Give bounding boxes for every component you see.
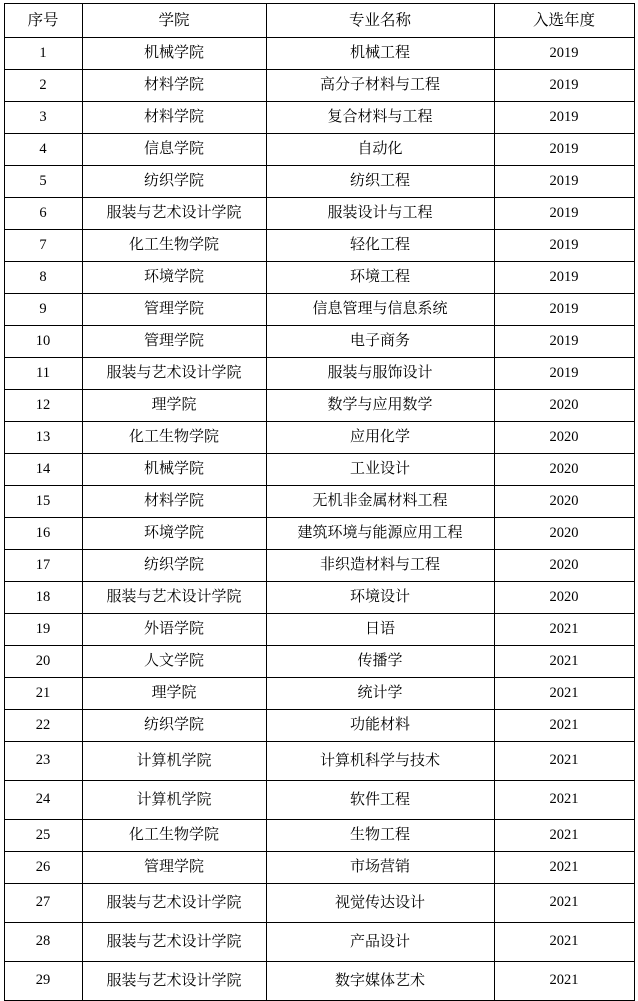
cell-college: 化工生物学院 [82,230,266,262]
cell-year: 2019 [494,326,634,358]
majors-table [4,3,635,1001]
cell-index: 13 [4,422,82,454]
cell-major: 建筑环境与能源应用工程 [266,518,494,550]
cell-year: 2019 [494,262,634,294]
cell-index: 20 [4,646,82,678]
cell-index: 15 [4,486,82,518]
cell-year: 2020 [494,454,634,486]
cell-major: 视觉传达设计 [266,884,494,923]
table-row [4,134,634,166]
table-row [4,884,634,923]
cell-year: 2021 [494,678,634,710]
cell-year: 2019 [494,166,634,198]
cell-college: 环境学院 [82,262,266,294]
cell-major: 数字媒体艺术 [266,962,494,1001]
table-row [4,518,634,550]
cell-year: 2020 [494,518,634,550]
cell-year: 2021 [494,781,634,820]
cell-index: 19 [4,614,82,646]
table-row [4,646,634,678]
cell-college: 服装与艺术设计学院 [82,198,266,230]
table-row [4,486,634,518]
cell-index: 24 [4,781,82,820]
cell-index: 1 [4,38,82,70]
cell-year: 2019 [494,358,634,390]
table-row [4,294,634,326]
cell-index: 8 [4,262,82,294]
cell-college: 服装与艺术设计学院 [82,923,266,962]
cell-college: 计算机学院 [82,781,266,820]
table-header-row [4,4,634,38]
cell-index: 25 [4,820,82,852]
cell-major: 轻化工程 [266,230,494,262]
table-header [4,4,634,38]
table-row [4,390,634,422]
cell-college: 纺织学院 [82,710,266,742]
table-row [4,742,634,781]
table-row [4,166,634,198]
cell-major: 环境工程 [266,262,494,294]
cell-index: 28 [4,923,82,962]
table-row [4,70,634,102]
cell-major: 非织造材料与工程 [266,550,494,582]
cell-major: 功能材料 [266,710,494,742]
cell-college: 人文学院 [82,646,266,678]
table-row [4,102,634,134]
table-row [4,710,634,742]
cell-year: 2020 [494,486,634,518]
cell-college: 服装与艺术设计学院 [82,582,266,614]
table-row [4,358,634,390]
cell-year: 2019 [494,294,634,326]
cell-index: 26 [4,852,82,884]
cell-year: 2019 [494,198,634,230]
cell-major: 服装与服饰设计 [266,358,494,390]
cell-index: 29 [4,962,82,1001]
table-row [4,781,634,820]
cell-year: 2021 [494,742,634,781]
cell-index: 12 [4,390,82,422]
cell-college: 理学院 [82,678,266,710]
cell-major: 信息管理与信息系统 [266,294,494,326]
cell-index: 23 [4,742,82,781]
cell-index: 4 [4,134,82,166]
cell-index: 21 [4,678,82,710]
cell-year: 2021 [494,962,634,1001]
cell-college: 纺织学院 [82,550,266,582]
cell-major: 传播学 [266,646,494,678]
cell-college: 管理学院 [82,326,266,358]
cell-year: 2021 [494,710,634,742]
table-row [4,262,634,294]
cell-college: 材料学院 [82,102,266,134]
cell-year: 2019 [494,38,634,70]
cell-index: 27 [4,884,82,923]
cell-index: 2 [4,70,82,102]
cell-college: 理学院 [82,390,266,422]
cell-college: 机械学院 [82,454,266,486]
cell-major: 纺织工程 [266,166,494,198]
table-row [4,820,634,852]
cell-index: 9 [4,294,82,326]
cell-major: 数学与应用数学 [266,390,494,422]
cell-major: 电子商务 [266,326,494,358]
cell-college: 信息学院 [82,134,266,166]
table-row [4,326,634,358]
cell-college: 服装与艺术设计学院 [82,884,266,923]
cell-major: 机械工程 [266,38,494,70]
table-row [4,962,634,1001]
column-header-college: 学院 [82,4,266,38]
cell-college: 材料学院 [82,70,266,102]
cell-major: 自动化 [266,134,494,166]
cell-college: 计算机学院 [82,742,266,781]
cell-major: 生物工程 [266,820,494,852]
table-row [4,198,634,230]
cell-year: 2020 [494,550,634,582]
table-row [4,852,634,884]
cell-college: 机械学院 [82,38,266,70]
cell-college: 服装与艺术设计学院 [82,962,266,1001]
cell-college: 纺织学院 [82,166,266,198]
cell-college: 化工生物学院 [82,820,266,852]
cell-major: 复合材料与工程 [266,102,494,134]
cell-major: 统计学 [266,678,494,710]
table-body [4,38,634,1001]
cell-college: 材料学院 [82,486,266,518]
column-header-index: 序号 [4,4,82,38]
column-header-major: 专业名称 [266,4,494,38]
cell-year: 2020 [494,422,634,454]
cell-major: 产品设计 [266,923,494,962]
table-row [4,422,634,454]
cell-year: 2020 [494,390,634,422]
cell-major: 日语 [266,614,494,646]
table-row [4,678,634,710]
table-row [4,923,634,962]
cell-index: 6 [4,198,82,230]
table-row [4,38,634,70]
cell-year: 2021 [494,852,634,884]
column-header-year: 入选年度 [494,4,634,38]
cell-college: 化工生物学院 [82,422,266,454]
cell-index: 10 [4,326,82,358]
table-row [4,582,634,614]
cell-year: 2021 [494,646,634,678]
cell-major: 工业设计 [266,454,494,486]
cell-major: 市场营销 [266,852,494,884]
cell-index: 16 [4,518,82,550]
table-row [4,230,634,262]
table-row [4,454,634,486]
cell-index: 11 [4,358,82,390]
cell-major: 服装设计与工程 [266,198,494,230]
cell-year: 2021 [494,923,634,962]
cell-year: 2019 [494,70,634,102]
cell-index: 17 [4,550,82,582]
cell-year: 2020 [494,582,634,614]
cell-college: 环境学院 [82,518,266,550]
cell-major: 环境设计 [266,582,494,614]
cell-college: 服装与艺术设计学院 [82,358,266,390]
cell-year: 2021 [494,884,634,923]
cell-index: 14 [4,454,82,486]
cell-year: 2019 [494,134,634,166]
cell-major: 计算机科学与技术 [266,742,494,781]
cell-college: 管理学院 [82,294,266,326]
cell-major: 软件工程 [266,781,494,820]
cell-college: 外语学院 [82,614,266,646]
cell-major: 高分子材料与工程 [266,70,494,102]
cell-major: 应用化学 [266,422,494,454]
cell-index: 7 [4,230,82,262]
table-row [4,614,634,646]
cell-index: 22 [4,710,82,742]
cell-major: 无机非金属材料工程 [266,486,494,518]
cell-year: 2019 [494,102,634,134]
cell-year: 2021 [494,614,634,646]
cell-year: 2019 [494,230,634,262]
cell-index: 5 [4,166,82,198]
table-row [4,550,634,582]
cell-college: 管理学院 [82,852,266,884]
cell-index: 3 [4,102,82,134]
cell-year: 2021 [494,820,634,852]
cell-index: 18 [4,582,82,614]
